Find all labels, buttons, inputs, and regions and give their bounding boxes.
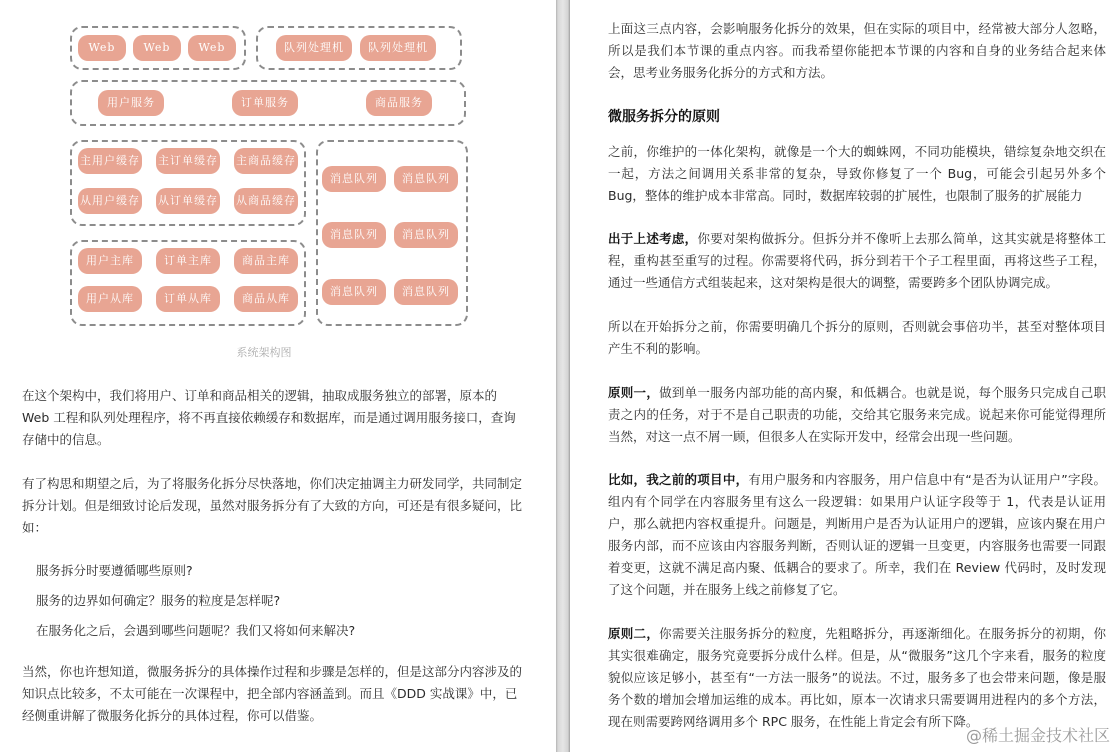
bold-lead: 出于上述考虑， bbox=[608, 231, 698, 246]
paragraph-text: 你需要关注服务拆分的粒度，先粗略拆分，再逐渐细化。在服务拆分的初期，你其实很难确定，服务究竟要拆分成什么样。但是，从“微服务”这几个字来看，服务的粒度貌似应该足够小，甚至有“一方法一服务”的说法。不过，服务多了也会带来问题，像是服务个数的增加会增加运维的成本。再比如，原本一次请求只需要调用进程内的多个方法，现在则需要跨网络调用多个 RPC 服务，在性能上肯定会有所下降。 bbox=[608, 626, 1106, 729]
service-node: 用户服务 bbox=[98, 90, 164, 116]
web-node: Web bbox=[188, 35, 236, 61]
message-queue-node: 消息队列 bbox=[394, 279, 458, 305]
master-db-node: 订单主库 bbox=[156, 248, 220, 274]
slave-db-node: 订单从库 bbox=[156, 286, 220, 312]
watermark: @稀土掘金技术社区 bbox=[965, 726, 1110, 745]
paragraph: 当然，你也许想知道，微服务拆分的具体操作过程和步骤是怎样的，但是这部分内容涉及的知识点比较多，不太可能在一次课程中，把全部内容涵盖到。而且《DDD 实战课》中，已经侧重讲解了微服务化拆分的具体过程，你可以借鉴。 bbox=[22, 664, 523, 723]
question-item: 在服务化之后，会遇到哪些问题呢？我们又将如何来解决? bbox=[36, 623, 356, 638]
paragraph bbox=[608, 228, 1106, 294]
master-db-node: 商品主库 bbox=[234, 248, 298, 274]
paragraph: 上面这三点内容，会影响服务化拆分的效果，但在实际的项目中，经常被大部分人忽略，所以是我们本节课的重点内容。而我希望你能把本节课的内容和自身的业务结合起来体会，思考业务服务化拆分的方式和方法。 bbox=[608, 21, 1106, 80]
slave-cache-node: 从用户缓存 bbox=[78, 188, 142, 214]
master-cache-node: 主商品缓存 bbox=[234, 148, 298, 174]
paragraph bbox=[608, 382, 1106, 448]
master-db-node: 用户主库 bbox=[78, 248, 142, 274]
web-node: Web bbox=[78, 35, 126, 61]
diagram-caption: 系统架构图 bbox=[236, 346, 292, 359]
message-queue-node: 消息队列 bbox=[322, 166, 386, 192]
paragraph-text: 你要对架构做拆分。但拆分并不像听上去那么简单，这其实就是将整体工程，重构甚至重写的过程。你需要将代码，拆分到若干个子工程里面，再将这些子工程，通过一些通信方式组装起来，这对架构是很大的调整，需要跨多个团队协调完成。 bbox=[608, 231, 1106, 290]
paragraph: 有了构思和期望之后，为了将服务化拆分尽快落地，你们决定抽调主力研发同学，共同制定拆分计划。但是细致讨论后发现，虽然对服务拆分有了大致的方向，可还是有很多疑问，比如： bbox=[22, 476, 523, 535]
page-divider bbox=[556, 0, 570, 752]
slave-cache-node: 从商品缓存 bbox=[234, 188, 298, 214]
message-queue-node: 消息队列 bbox=[394, 222, 458, 248]
service-node: 商品服务 bbox=[366, 90, 432, 116]
question-item: 服务的边界如何确定？服务的粒度是怎样呢? bbox=[36, 593, 281, 608]
web-node: Web bbox=[133, 35, 181, 61]
message-queue-node: 消息队列 bbox=[394, 166, 458, 192]
service-node: 订单服务 bbox=[232, 90, 298, 116]
paragraph bbox=[608, 469, 1106, 601]
queue-processor-node: 队列处理机 bbox=[276, 35, 352, 61]
slave-cache-node: 从订单缓存 bbox=[156, 188, 220, 214]
paragraph: 之前，你维护的一体化架构，就像是一个大的蜘蛛网，不同功能模块，错综复杂地交织在一起，方法之间调用关系非常的复杂，导致你修复了一个 Bug，可能会引起另外多个 Bug，整体的维护成本非常高。同时，数据库较弱的扩展性，也限制了服务的扩展能力 bbox=[608, 144, 1106, 203]
right-page bbox=[570, 0, 1120, 752]
message-queue-node: 消息队列 bbox=[322, 222, 386, 248]
message-queue-node: 消息队列 bbox=[322, 279, 386, 305]
master-cache-node: 主订单缓存 bbox=[156, 148, 220, 174]
left-page bbox=[0, 0, 556, 752]
bold-lead: 原则二， bbox=[608, 626, 660, 641]
paragraph bbox=[608, 623, 1106, 733]
paragraph: 所以在开始拆分之前，你需要明确几个拆分的原则，否则就会事倍功半，甚至对整体项目产生不利的影响。 bbox=[608, 319, 1106, 356]
bold-lead: 原则一， bbox=[608, 385, 660, 400]
paragraph: 在这个架构中，我们将用户、订单和商品相关的逻辑，抽取成服务独立的部署，原本的 Web 工程和队列处理程序，将不再直接依赖缓存和数据库，而是通过调用服务接口，查询存储中的信息。 bbox=[22, 388, 516, 447]
section-heading: 微服务拆分的原则 bbox=[608, 109, 720, 125]
paragraph-text: 有用户服务和内容服务，用户信息中有“是否为认证用户”字段。组内有个同学在内容服务里有这么一段逻辑：如果用户认证字段等于 1，代表是认证用户，那么就把内容权重提升。问题是，判断用户是否为认证用户的逻辑，应该内聚在用户服务内部，而不应该由内容服务判断，否则认证的逻辑一旦变更，内容服务也需要一同跟着变更，这就不满足高内聚、低耦合的要求了。所幸，我们在 Review 代码时，及时发现了这个问题，并在服务上线之前修复了它。 bbox=[608, 472, 1106, 597]
master-cache-node: 主用户缓存 bbox=[78, 148, 142, 174]
slave-db-node: 用户从库 bbox=[78, 286, 142, 312]
queue-processor-node: 队列处理机 bbox=[360, 35, 436, 61]
slave-db-node: 商品从库 bbox=[234, 286, 298, 312]
bold-lead: 比如，我之前的项目中， bbox=[608, 472, 749, 487]
paragraph-text: 做到单一服务内部功能的高内聚，和低耦合。也就是说，每个服务只完成自己职责之内的任务，对于不是自己职责的功能，交给其它服务来完成。说起来你可能觉得理所当然，对这一点不屑一顾，但很多人在实际开发中，经常会出现一些问题。 bbox=[608, 385, 1106, 444]
question-item: 服务拆分时要遵循哪些原则? bbox=[36, 563, 193, 578]
